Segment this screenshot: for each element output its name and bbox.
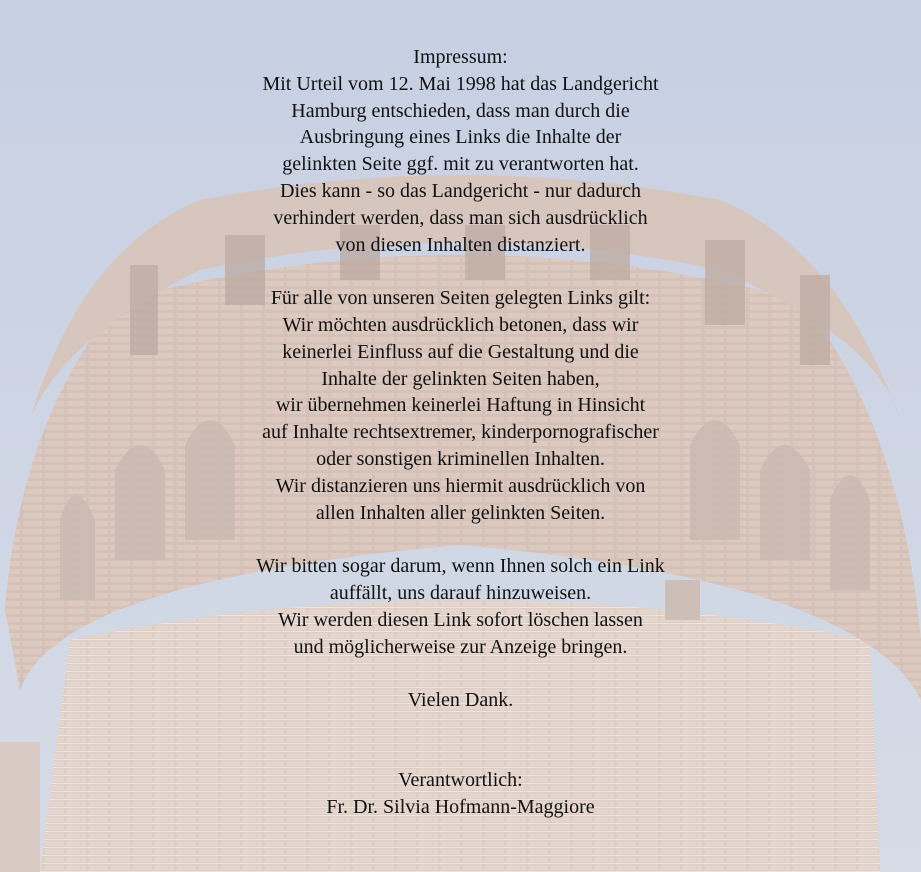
court-ruling-paragraph — [0, 71, 921, 259]
text-line: von diesen Inhalten distanziert. — [335, 233, 586, 256]
impressum-title: Impressum: — [413, 46, 508, 68]
text-line: Ausbringung eines Links die Inhalte der — [299, 126, 622, 149]
text-line: Inhalte der gelinkten Seiten haben, — [321, 367, 600, 390]
text-line: Wir distanzieren uns hiermit ausdrücklich von — [275, 474, 646, 497]
text-line: auf Inhalte rechtsextremer, kinderpornografischer — [262, 421, 659, 444]
text-line: Wir bitten sogar darum, wenn Ihnen solch ein Link — [256, 555, 665, 578]
thanks-text: Vielen Dank. — [407, 689, 514, 712]
text-line: oder sonstigen kriminellen Inhalten. — [316, 447, 605, 470]
text-line: und möglicherweise zur Anzeige bringen. — [293, 635, 628, 658]
spacer — [0, 714, 921, 767]
text-line: auffällt, uns darauf hinzuweisen. — [329, 581, 592, 604]
text-line: Wir werden diesen Link sofort löschen lassen — [278, 608, 643, 631]
text-line: allen Inhalten aller gelinkten Seiten. — [315, 501, 606, 524]
text-line: keinerlei Einfluss auf die Gestaltung und die — [282, 340, 639, 363]
text-line: Mit Urteil vom 12. Mai 1998 hat das Landgericht — [262, 72, 659, 95]
responsible-label: Verantwortlich: — [398, 768, 523, 791]
text-line: verhindert werden, dass man sich ausdrücklich — [273, 206, 648, 229]
link-disclaimer-paragraph — [0, 285, 921, 526]
report-request-paragraph — [0, 553, 921, 660]
text-line: wir übernehmen keinerlei Haftung in Hinsicht — [275, 394, 646, 417]
spacer — [0, 258, 921, 285]
text-line: Für alle von unseren Seiten gelegten Links gilt: — [270, 287, 651, 310]
text-line: gelinkten Seite ggf. mit zu verantworten hat. — [282, 153, 639, 176]
spacer — [0, 526, 921, 553]
text-line: Dies kann - so das Landgericht - nur dadurch — [280, 179, 641, 202]
text-line: Wir möchten ausdrücklich betonen, dass wir — [282, 313, 639, 336]
responsible-name: Fr. Dr. Silvia Hofmann-Maggiore — [326, 795, 595, 818]
impressum-text-block — [0, 44, 921, 821]
responsible-section — [0, 767, 921, 821]
text-line: Hamburg entschieden, dass man durch die — [291, 99, 630, 122]
spacer — [0, 660, 921, 687]
